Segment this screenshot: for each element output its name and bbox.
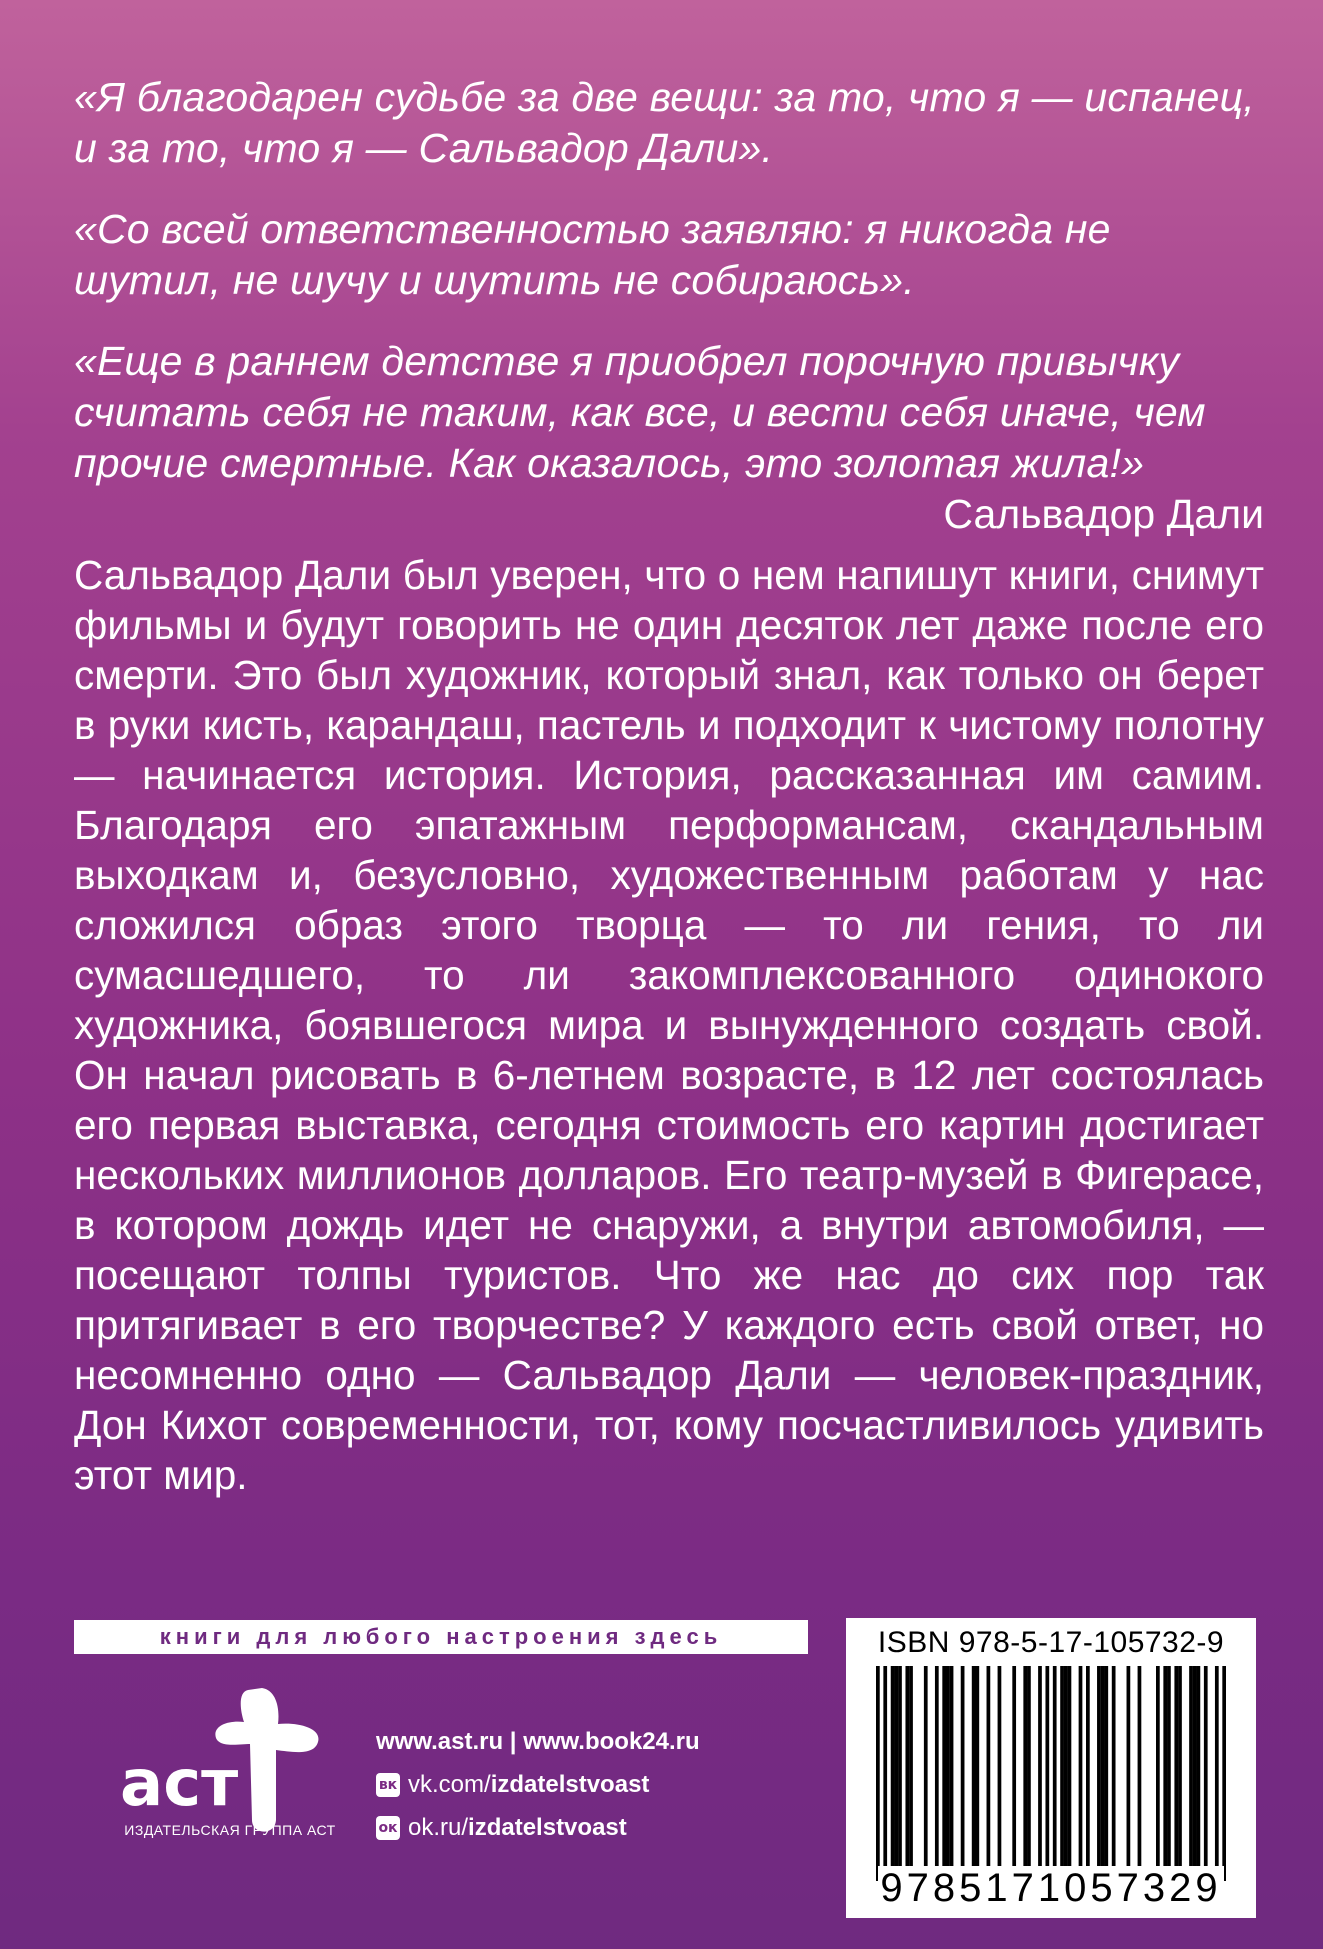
odnoklassniki-icon: ок (376, 1816, 400, 1840)
barcode-bar (1012, 1666, 1016, 1881)
barcode-bar (935, 1666, 939, 1881)
barcode-bar (1167, 1666, 1171, 1881)
barcode-bar (1053, 1666, 1057, 1881)
barcode-bar (1027, 1666, 1031, 1881)
description-paragraph: Сальвадор Дали был уверен, что о нем напишут книги, снимут фильмы и будут говорить не один десяток лет даже после его смерти. Это был художник, который знал, как только он берет в руки кисть, карандаш, пастель и подходит к чистому полотну — начинается история. История, рассказанная им самим. Благодаря его эпатажным перформансам, скандальным выходкам и, безусловно, художественным работам у нас сложился образ этого творца — то ли гения, то ли сумасшедшего, то ли закомплексованного одинокого художника, боявшегося мира и вынужденного создать свой. Он начал рисовать в 6-летнем возрасте, в 12 лет состоялась его первая выставка, сегодня стоимость его картин достигает нескольких миллионов долларов. Его театр-музей в Фигерасе, в котором дождь идет не снаружи, а внутри автомобиля, — посещают толпы туристов. Что же нас до сих пор так притягивает в его творчестве? У каждого есть свой ответ, но несомненно одно — Сальвадор Дали — человек-праздник, Дон Кихот современности, тот, кому посчастливилось удивить этот мир. (74, 552, 1264, 1498)
barcode-bar (1097, 1666, 1101, 1881)
barcode-bar (1163, 1666, 1167, 1881)
barcode-bar (1138, 1666, 1142, 1881)
vk-link[interactable]: вк vk.com/ izdatelstvoast (376, 1763, 700, 1806)
barcode-bar (942, 1666, 946, 1881)
barcode-bar (1079, 1666, 1083, 1881)
barcode-bar (998, 1666, 1002, 1881)
barcode-bar (894, 1666, 898, 1881)
barcode-bar (1174, 1666, 1178, 1881)
barcode-bar (972, 1666, 976, 1881)
barcode-bar (883, 1666, 887, 1881)
quotes-block (74, 72, 1264, 540)
barcode-bar (905, 1666, 909, 1881)
barcode-bar (909, 1666, 913, 1881)
links-block (376, 1720, 700, 1849)
logo-text: аст (120, 1747, 239, 1821)
barcode-box (846, 1618, 1256, 1918)
ok-link[interactable]: ок ok.ru/ izdatelstvoast (376, 1806, 700, 1849)
barcode-bar (1023, 1666, 1027, 1881)
barcode-bar (950, 1666, 954, 1881)
vk-icon: вк (376, 1773, 400, 1797)
quote-2: «Со всей ответственностью заявляю: я никогда не шутил, не шучу и шутить не собираюсь». (74, 206, 1111, 303)
quote-1: «Я благодарен судьбе за две вещи: за то, что я — испанец, и за то, что я — Сальвадор Дали». (74, 74, 1255, 171)
quote-3: «Еще в раннем детстве я приобрел порочную привычку считать себя не таким, как все, и вести себя иначе, чем прочие смертные. Как оказалось, это золотая жила!» (74, 338, 1206, 486)
barcode-bar (961, 1666, 965, 1881)
quote-author: Сальвадор Дали (943, 491, 1264, 537)
barcode-bar (1127, 1666, 1131, 1881)
barcode-bar (1112, 1666, 1116, 1881)
barcode-bar (924, 1666, 928, 1881)
barcode-bar (1178, 1666, 1182, 1881)
barcode-bar (1064, 1666, 1068, 1881)
slogan-banner: книги для любого настроения здесь (74, 1620, 808, 1654)
barcode-bar (898, 1666, 902, 1881)
publisher-name: ИЗДАТЕЛЬСКАЯ ГРУППА АСТ (124, 1822, 336, 1838)
barcode-bar (1193, 1666, 1197, 1881)
barcode-bar (1045, 1666, 1049, 1881)
barcode-bar (975, 1666, 979, 1881)
barcode-bar (1204, 1666, 1208, 1881)
barcode-bar (1101, 1666, 1105, 1881)
barcode-bar (1060, 1666, 1064, 1881)
barcode-bar (1156, 1666, 1160, 1881)
barcode-bar (1189, 1666, 1193, 1881)
barcode-bar (1104, 1666, 1108, 1881)
barcode-bars (876, 1666, 1226, 1881)
barcode-bar (987, 1666, 991, 1881)
barcode-bar (946, 1666, 950, 1881)
website-links[interactable]: www.ast.ru | www.book24.ru (376, 1727, 700, 1755)
barcode-bar (1068, 1666, 1072, 1881)
barcode-bar (1197, 1666, 1201, 1881)
barcode-bar (891, 1666, 895, 1881)
barcode-bar (1086, 1666, 1090, 1881)
description-text (74, 550, 1264, 1500)
barcode-bar (1215, 1666, 1219, 1881)
barcode-bar (876, 1666, 880, 1881)
barcode-bar (1222, 1666, 1226, 1881)
ean-digits: 9785171057329 (880, 1866, 1222, 1910)
isbn-number: ISBN 978-5-17-105732-9 (877, 1626, 1225, 1659)
barcode-bar (1038, 1666, 1042, 1881)
